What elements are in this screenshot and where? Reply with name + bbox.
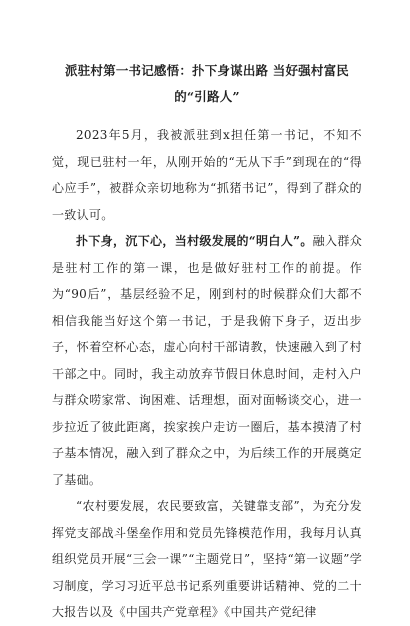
paragraph-3-text: “农村要发展，农民要致富，关键靠支部”，为充分发挥党支部战斗堡垒作用和党员先锋模范作用，我每月认真组织党员开展“三会一课”“主题党日”，坚持“第一议题”学习制度，学习习近平总书记系列重要讲话精神、党的二十大报告以及《中国共产党章程》《中国共产党纪律 — [52, 499, 362, 619]
document-page — [52, 58, 362, 626]
document-title: 派驻村第一书记感悟：扑下身谋出路 当好强村富民的“引路人” — [65, 63, 349, 104]
paragraph-2-text: 融入群众是驻村工作的第一课，也是做好驻村工作的前提。作为“90后”，基层经验不足，刚到村的时候群众们大都不相信我能当好这个第一书记，于是我俯下身子，迈出步子，怀着空杯心态，虚心向村干部请教，快速融入到了村干部之中。同时，我主动放弃节假日休息时间，走村入户与群众唠家常、询困难、话理想，面对面畅谈交心，进一步拉近了彼此距离，挨家挨户走访一圈后，基本摸清了村子基本情况，融入到了群众之中，为后续工作的开展奠定了基础。 — [52, 234, 363, 487]
paragraph-1 — [52, 122, 362, 228]
paragraph-2-lead: 扑下身，沉下心，当村级发展的“明白人”。 — [76, 234, 313, 248]
paragraph-1-text: 2023年5月，我被派驻到x担任第一书记，不知不觉，现已驻村一年，从刚开始的“无从下手”到现在的“得心应手”，被群众亲切地称为“抓猪书记”，得到了群众的一致认可。 — [52, 128, 362, 222]
paragraph-2 — [52, 228, 362, 493]
paragraph-3 — [52, 493, 362, 626]
